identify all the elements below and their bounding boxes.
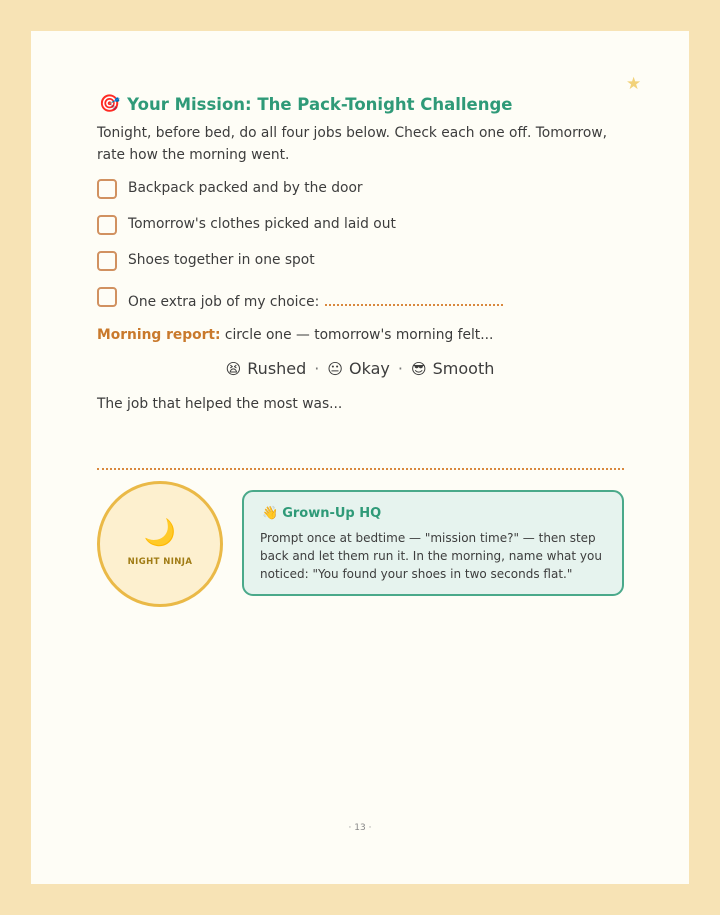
task-checkbox[interactable] <box>97 215 117 235</box>
grownup-hq-title <box>262 506 381 521</box>
badge-text: NIGHT NINJA <box>127 557 193 567</box>
mood-separator: · <box>397 359 403 378</box>
extra-job-blank[interactable] <box>325 292 503 306</box>
mission-title <box>99 94 513 114</box>
task-item[interactable] <box>97 251 315 271</box>
mission-title-text: Your Mission: The Pack-Tonight Challenge <box>127 94 513 114</box>
task-checkbox[interactable] <box>97 287 117 307</box>
star-icon: ★ <box>626 74 642 94</box>
mood-option-smooth[interactable] <box>411 359 494 378</box>
morning-report-lead: Morning report: <box>97 327 221 343</box>
task-item[interactable] <box>97 287 503 311</box>
task-checkbox[interactable] <box>97 179 117 199</box>
mood-separator: · <box>314 359 320 378</box>
grownup-hq-title-text: Grown-Up HQ <box>282 506 382 521</box>
mood-label: Smooth <box>432 359 495 378</box>
task-checkbox[interactable] <box>97 251 117 271</box>
mood-label: Okay <box>349 359 390 378</box>
moon-icon: 🌙 <box>143 518 177 548</box>
task-item[interactable] <box>97 179 363 199</box>
mood-option-rushed[interactable] <box>226 359 307 378</box>
sunglasses-face-icon: 😎 <box>410 360 427 378</box>
mission-intro: Tonight, before bed, do all four jobs below. Check each one off. Tomorrow, rate how the morning went. <box>97 125 608 163</box>
task-label <box>128 292 503 311</box>
mood-label: Rushed <box>247 359 307 378</box>
helped-prompt: The job that helped the most was... <box>97 396 343 412</box>
mood-option-okay[interactable] <box>327 359 390 378</box>
tired-face-icon: 😫 <box>225 360 242 378</box>
task-label: Tomorrow's clothes picked and laid out <box>128 216 396 232</box>
task-label: Backpack packed and by the door <box>128 180 363 196</box>
night-ninja-badge <box>97 481 223 607</box>
grownup-hq-body: Prompt once at bedtime — "mission time?" — then step back and let them run it. In the morning, name what you noticed: "You found your shoes in two seconds flat." <box>260 531 602 581</box>
page-number: · 13 · <box>348 823 372 833</box>
section-divider <box>97 468 624 470</box>
morning-report <box>97 327 493 343</box>
task-label-text: One extra job of my choice: <box>128 294 320 310</box>
grownup-hq-box <box>242 490 624 596</box>
neutral-face-icon: 😐 <box>327 360 344 378</box>
waving-hand-icon: 👋 <box>262 506 279 521</box>
worksheet-page <box>31 31 689 884</box>
task-label: Shoes together in one spot <box>128 252 315 268</box>
mood-options <box>31 359 689 378</box>
task-item[interactable] <box>97 215 396 235</box>
target-icon: 🎯 <box>99 94 121 114</box>
morning-report-text: circle one — tomorrow's morning felt... <box>220 327 494 343</box>
